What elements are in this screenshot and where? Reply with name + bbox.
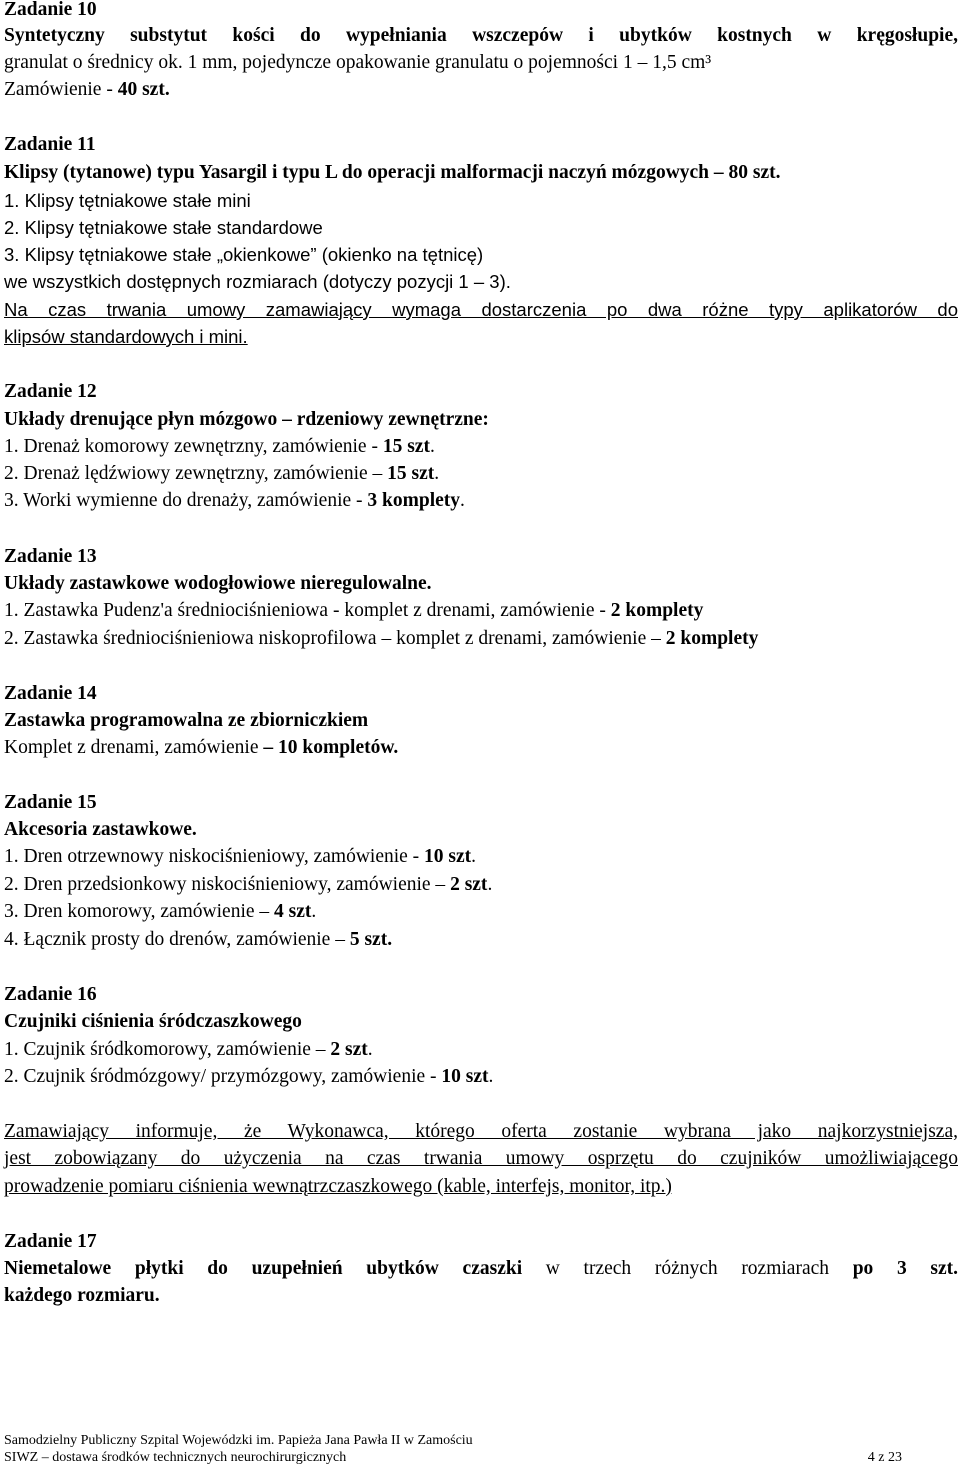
task-11-title: Klipsy (tytanowe) typu Yasargil i typu L do operacji malformacji naczyń mózgowych – 80 szt. (4, 162, 781, 183)
task-15-item-3: 3. Dren komorowy, zamówienie – 4 szt. (4, 901, 317, 922)
task-11-item-1: 1. Klipsy tętniakowe stałe mini (4, 190, 251, 211)
footer-page-number: 4 z 23 (867, 1450, 902, 1465)
task-10-line2: granulat o średnicy ok. 1 mm, pojedyncze opakowanie granulatu o pojemności 1 – 1,5 cm³ (4, 52, 712, 73)
task-16-item-1: 1. Czujnik śródkomorowy, zamówienie – 2 szt. (4, 1039, 373, 1060)
task-10-heading: Zadanie 10 (4, 0, 97, 20)
task-11-note-line1: Na czas trwania umowy zamawiający wymaga dostarczenia po dwa różne typy aplikatorów do (4, 299, 958, 320)
task-16-item-2: 2. Czujnik śródmózgowy/ przymózgowy, zamówienie - 10 szt. (4, 1066, 494, 1087)
task-15-item-4: 4. Łącznik prosty do drenów, zamówienie – 5 szt. (4, 929, 393, 950)
task-11-heading: Zadanie 11 (4, 134, 96, 155)
task-12-item-3: 3. Worki wymienne do drenaży, zamówienie - 3 komplety. (4, 490, 465, 511)
order-qty: 40 szt. (117, 79, 170, 100)
order-label: Zamówienie - (4, 79, 118, 100)
task-16-note-line3: prowadzenie pomiaru ciśnienia wewnątrzczaszkowego (kable, interfejs, monitor, itp.) (4, 1176, 672, 1197)
task-15-item-1: 1. Dren otrzewnowy niskociśnieniowy, zamówienie - 10 szt. (4, 846, 477, 867)
task-13-title: Układy zastawkowe wodogłowiowe nieregulowalne. (4, 573, 432, 594)
task-12-title: Układy drenujące płyn mózgowo – rdzeniowy zewnętrzne: (4, 409, 489, 430)
task-15-item-2: 2. Dren przedsionkowy niskociśnieniowy, zamówienie – 2 szt. (4, 874, 493, 895)
task-11-item-3: 3. Klipsy tętniakowe stałe „okienkowe” (okienko na tętnicę) (4, 244, 484, 265)
task-16-note-line2: jest zobowiązany do użyczenia na czas trwania umowy osprzętu do czujników umożliwiającego (4, 1148, 958, 1169)
task-12-heading: Zadanie 12 (4, 381, 97, 402)
task-11-item-3-cont: we wszystkich dostępnych rozmiarach (dotyczy pozycji 1 – 3). (4, 271, 511, 292)
task-16-heading: Zadanie 16 (4, 984, 97, 1005)
task-10-order (4, 76, 170, 103)
task-14-heading: Zadanie 14 (4, 683, 97, 704)
footer-hospital-name: Samodzielny Publiczny Szpital Wojewódzki im. Papieża Jana Pawła II w Zamościu (4, 1433, 473, 1448)
task-12-item-2: 2. Drenaż lędźwiowy zewnętrzny, zamówienie – 15 szt. (4, 463, 440, 484)
task-13-heading: Zadanie 13 (4, 546, 97, 567)
task-15-heading: Zadanie 15 (4, 792, 97, 813)
task-16-title: Czujniki ciśnienia śródczaszkowego (4, 1011, 302, 1032)
task-12-item-1: 1. Drenaż komorowy zewnętrzny, zamówienie - 15 szt. (4, 436, 435, 457)
task-17-line1: Niemetalowe płytki do uzupełnień ubytków czaszki w trzech różnych rozmiarach po 3 szt. (4, 1258, 958, 1279)
task-15-title: Akcesoria zastawkowe. (4, 819, 197, 840)
task-17-heading: Zadanie 17 (4, 1231, 97, 1252)
task-10-line1: Syntetyczny substytut kości do wypełniania wszczepów i ubytków kostnych w kręgosłupie, (4, 25, 958, 46)
task-13-item-1: 1. Zastawka Pudenz'a średniociśnieniowa - komplet z drenami, zamówienie - 2 komplety (4, 600, 704, 621)
task-16-note-line1: Zamawiający informuje, że Wykonawca, którego oferta zostanie wybrana jako najkorzystniejsza, (4, 1121, 958, 1142)
task-14-title: Zastawka programowalna ze zbiorniczkiem (4, 710, 369, 731)
task-14-line: Komplet z drenami, zamówienie – 10 kompletów. (4, 737, 399, 758)
task-11-item-2: 2. Klipsy tętniakowe stałe standardowe (4, 217, 323, 238)
task-17-line2: każdego rozmiaru. (4, 1285, 160, 1306)
task-11-note-line2: klipsów standardowych i mini. (4, 326, 248, 347)
footer-document-title: SIWZ – dostawa środków technicznych neurochirurgicznych (4, 1450, 347, 1465)
task-13-item-2: 2. Zastawka średniociśnieniowa niskoprofilowa – komplet z drenami, zamówienie – 2 komplety (4, 628, 759, 649)
